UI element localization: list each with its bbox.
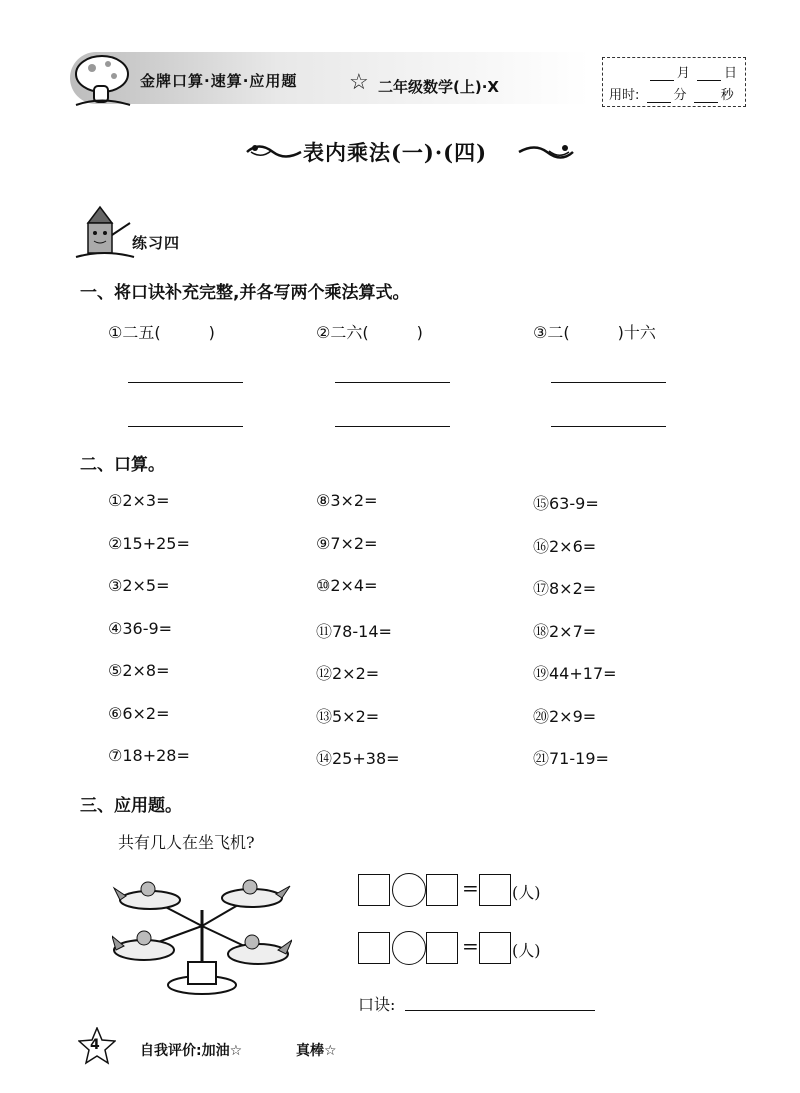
calc-problem[interactable]: ㉑71-19= bbox=[533, 749, 609, 768]
calc-problem[interactable]: ⑬5×2= bbox=[316, 707, 380, 726]
left-ornament-icon bbox=[245, 139, 303, 165]
time-label: 用时: bbox=[609, 88, 640, 103]
calc-problem[interactable]: ⑩2×4= bbox=[316, 576, 378, 595]
word-problem-question: 共有几人在坐飞机? bbox=[118, 833, 255, 852]
calc-problem[interactable]: ⑯2×6= bbox=[533, 537, 597, 556]
pencil-mascot-icon bbox=[74, 205, 136, 260]
series-title: 金牌口算·速算·应用题 bbox=[140, 72, 298, 90]
answer-line[interactable] bbox=[128, 382, 243, 383]
page-number: 4 bbox=[90, 1037, 100, 1053]
star-icon: ☆ bbox=[349, 70, 369, 95]
right-ornament-icon bbox=[517, 139, 575, 165]
calc-problem[interactable]: ⑦18+28= bbox=[108, 746, 190, 765]
answer-line[interactable] bbox=[551, 426, 666, 427]
month-label: 月 bbox=[676, 66, 690, 81]
calc-problem[interactable]: ⑲44+17= bbox=[533, 664, 617, 683]
calc-problem[interactable]: ⑳2×9= bbox=[533, 707, 597, 726]
day-label: 日 bbox=[723, 66, 737, 81]
number-box[interactable] bbox=[358, 874, 390, 906]
month-blank[interactable] bbox=[650, 68, 674, 81]
unit-label: (人) bbox=[512, 883, 541, 902]
number-box[interactable] bbox=[358, 932, 390, 964]
mushroom-icon bbox=[72, 50, 134, 108]
section2-heading: 二、口算。 bbox=[80, 455, 165, 475]
calc-problem[interactable]: ⑪78-14= bbox=[316, 622, 392, 641]
calc-problem[interactable]: ①2×3= bbox=[108, 491, 170, 510]
koujue-answer-line[interactable] bbox=[405, 1010, 595, 1011]
lesson-title-block bbox=[245, 135, 575, 167]
calc-problem[interactable]: ⑫2×2= bbox=[316, 664, 380, 683]
section1-heading: 一、将口诀补充完整,并各写两个乘法算式。 bbox=[80, 283, 410, 303]
calc-problem[interactable]: ③2×5= bbox=[108, 576, 170, 595]
calc-problem[interactable]: ④36-9= bbox=[108, 619, 173, 638]
date-row bbox=[647, 62, 737, 81]
calc-problem[interactable]: ②15+25= bbox=[108, 534, 190, 553]
calc-problem[interactable]: ⑮63-9= bbox=[533, 494, 599, 513]
book-title: 二年级数学(上)·X bbox=[378, 78, 499, 96]
calc-problem[interactable]: ⑨7×2= bbox=[316, 534, 378, 553]
result-box[interactable] bbox=[479, 874, 511, 906]
minute-label: 分 bbox=[673, 88, 687, 103]
second-blank[interactable] bbox=[694, 90, 718, 103]
number-box[interactable] bbox=[426, 932, 458, 964]
answer-line[interactable] bbox=[335, 382, 450, 383]
minute-blank[interactable] bbox=[647, 90, 671, 103]
result-box[interactable] bbox=[479, 932, 511, 964]
date-time-box bbox=[602, 57, 746, 107]
koujue-label: 口诀: bbox=[358, 995, 396, 1014]
exercise-title: 练习四 bbox=[132, 234, 181, 252]
number-box[interactable] bbox=[426, 874, 458, 906]
operator-circle[interactable] bbox=[392, 931, 426, 965]
answer-line[interactable] bbox=[335, 426, 450, 427]
calc-problem[interactable]: ⑥6×2= bbox=[108, 704, 170, 723]
airplane-ride-illustration bbox=[112, 870, 292, 1000]
self-evaluation: 自我评价:加油☆ bbox=[140, 1043, 243, 1059]
equals-sign: = bbox=[462, 934, 479, 958]
calc-problem[interactable]: ⑱2×7= bbox=[533, 622, 597, 641]
answer-line[interactable] bbox=[551, 382, 666, 383]
unit-label: (人) bbox=[512, 941, 541, 960]
answer-line[interactable] bbox=[128, 426, 243, 427]
rhyme-item[interactable]: ②二六( ) bbox=[316, 323, 423, 342]
calc-problem[interactable]: ⑭25+38= bbox=[316, 749, 400, 768]
rhyme-item[interactable]: ①二五( ) bbox=[108, 323, 215, 342]
rhyme-item[interactable]: ③二( )十六 bbox=[533, 323, 656, 342]
calc-problem[interactable]: ⑤2×8= bbox=[108, 661, 170, 680]
lesson-title: 表内乘法(一)·(四) bbox=[303, 140, 488, 165]
section3-heading: 三、应用题。 bbox=[80, 796, 182, 816]
day-blank[interactable] bbox=[697, 68, 721, 81]
great-rating: 真棒☆ bbox=[296, 1043, 337, 1059]
calc-problem[interactable]: ⑰8×2= bbox=[533, 579, 597, 598]
operator-circle[interactable] bbox=[392, 873, 426, 907]
time-row bbox=[609, 84, 734, 103]
equals-sign: = bbox=[462, 876, 479, 900]
second-label: 秒 bbox=[720, 88, 734, 103]
calc-problem[interactable]: ⑧3×2= bbox=[316, 491, 378, 510]
